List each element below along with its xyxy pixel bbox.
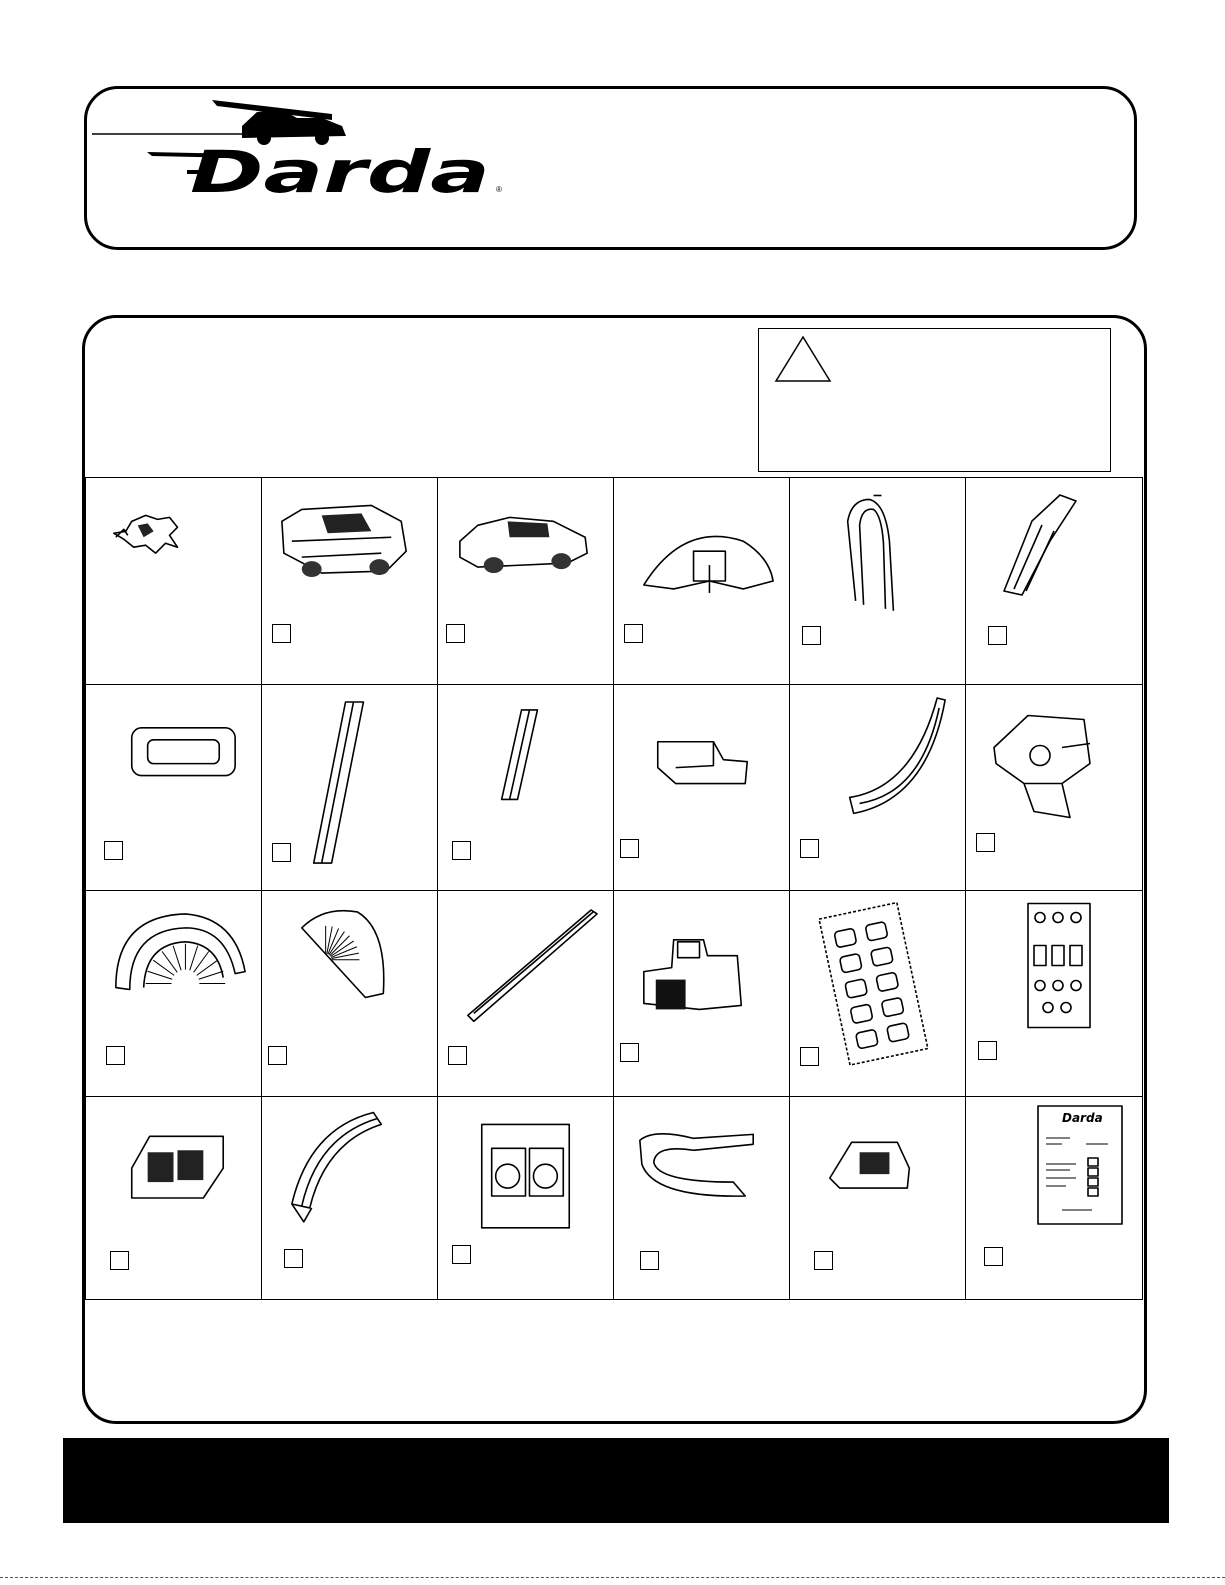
warning-box <box>758 328 1111 472</box>
race-car-sports-icon <box>262 478 437 684</box>
instruction-sheet-icon <box>966 1097 1142 1299</box>
part-checkbox[interactable] <box>800 839 819 858</box>
part-cell <box>965 1096 1143 1300</box>
curved-track-icon <box>262 1097 437 1299</box>
part-cell <box>613 684 790 891</box>
cut-line <box>0 1577 1225 1578</box>
quarter-curve-icon <box>262 891 437 1096</box>
part-checkbox[interactable] <box>976 833 995 852</box>
part-checkbox[interactable] <box>446 624 465 643</box>
part-checkbox[interactable] <box>978 1041 997 1060</box>
part-cell <box>437 1096 614 1300</box>
part-checkbox[interactable] <box>624 624 643 643</box>
part-checkbox[interactable] <box>272 624 291 643</box>
part-cell <box>437 684 614 891</box>
part-checkbox[interactable] <box>104 841 123 860</box>
part-checkbox[interactable] <box>802 626 821 645</box>
part-checkbox[interactable] <box>984 1247 1003 1266</box>
part-checkbox[interactable] <box>272 843 291 862</box>
twisted-track-icon <box>966 478 1142 684</box>
part-cell <box>261 890 438 1097</box>
part-cell <box>85 1096 262 1300</box>
warning-triangle-icon <box>773 333 833 387</box>
part-cell <box>613 477 790 685</box>
part-checkbox[interactable] <box>620 839 639 858</box>
svg-text:®: ® <box>496 185 502 194</box>
double-support-icon <box>438 1097 613 1299</box>
part-cell <box>965 890 1143 1097</box>
part-checkbox[interactable] <box>452 1245 471 1264</box>
part-cell <box>789 1096 966 1300</box>
sticker-sheet-2-icon <box>966 891 1142 1096</box>
part-checkbox[interactable] <box>452 841 471 860</box>
part-cell <box>437 477 614 685</box>
ramp-track-icon <box>790 685 965 890</box>
race-car-coupe-icon <box>438 478 613 684</box>
track-clamp-icon <box>966 685 1142 890</box>
part-cell <box>261 684 438 891</box>
guide-rail-icon <box>438 891 613 1096</box>
part-checkbox[interactable] <box>800 1047 819 1066</box>
part-cell <box>965 684 1143 891</box>
track-connector-icon <box>614 478 789 684</box>
part-checkbox[interactable] <box>106 1046 125 1065</box>
part-cell <box>85 477 262 685</box>
part-checkbox[interactable] <box>640 1251 659 1270</box>
part-cell <box>85 684 262 891</box>
instruction-sheet-logo: Darda <box>1062 1111 1103 1125</box>
part-cell <box>261 477 438 685</box>
half-circle-curve-icon <box>86 891 261 1096</box>
part-checkbox[interactable] <box>284 1249 303 1268</box>
pillar-block-icon <box>614 891 789 1096</box>
part-checkbox[interactable] <box>110 1251 129 1270</box>
loop-track-icon <box>790 478 965 684</box>
part-checkbox[interactable] <box>620 1043 639 1062</box>
part-checkbox[interactable] <box>268 1046 287 1065</box>
loop-piece-sketch-icon <box>86 478 261 684</box>
part-checkbox[interactable] <box>448 1046 467 1065</box>
part-cell <box>437 890 614 1097</box>
part-cell <box>789 684 966 891</box>
part-cell <box>789 477 966 685</box>
part-cell <box>85 890 262 1097</box>
part-checkbox[interactable] <box>988 626 1007 645</box>
logo-wordmark: Darda <box>190 138 490 206</box>
part-cell <box>965 477 1143 685</box>
part-cell <box>261 1096 438 1300</box>
part-cell <box>613 1096 790 1300</box>
part-cell <box>613 890 790 1097</box>
parts-grid <box>85 477 1142 1299</box>
race-car-logo-icon <box>92 96 512 206</box>
track-joiner-icon <box>614 685 789 890</box>
footer-bar <box>63 1438 1169 1523</box>
darda-logo <box>92 96 512 206</box>
part-checkbox[interactable] <box>814 1251 833 1270</box>
part-cell <box>789 890 966 1097</box>
